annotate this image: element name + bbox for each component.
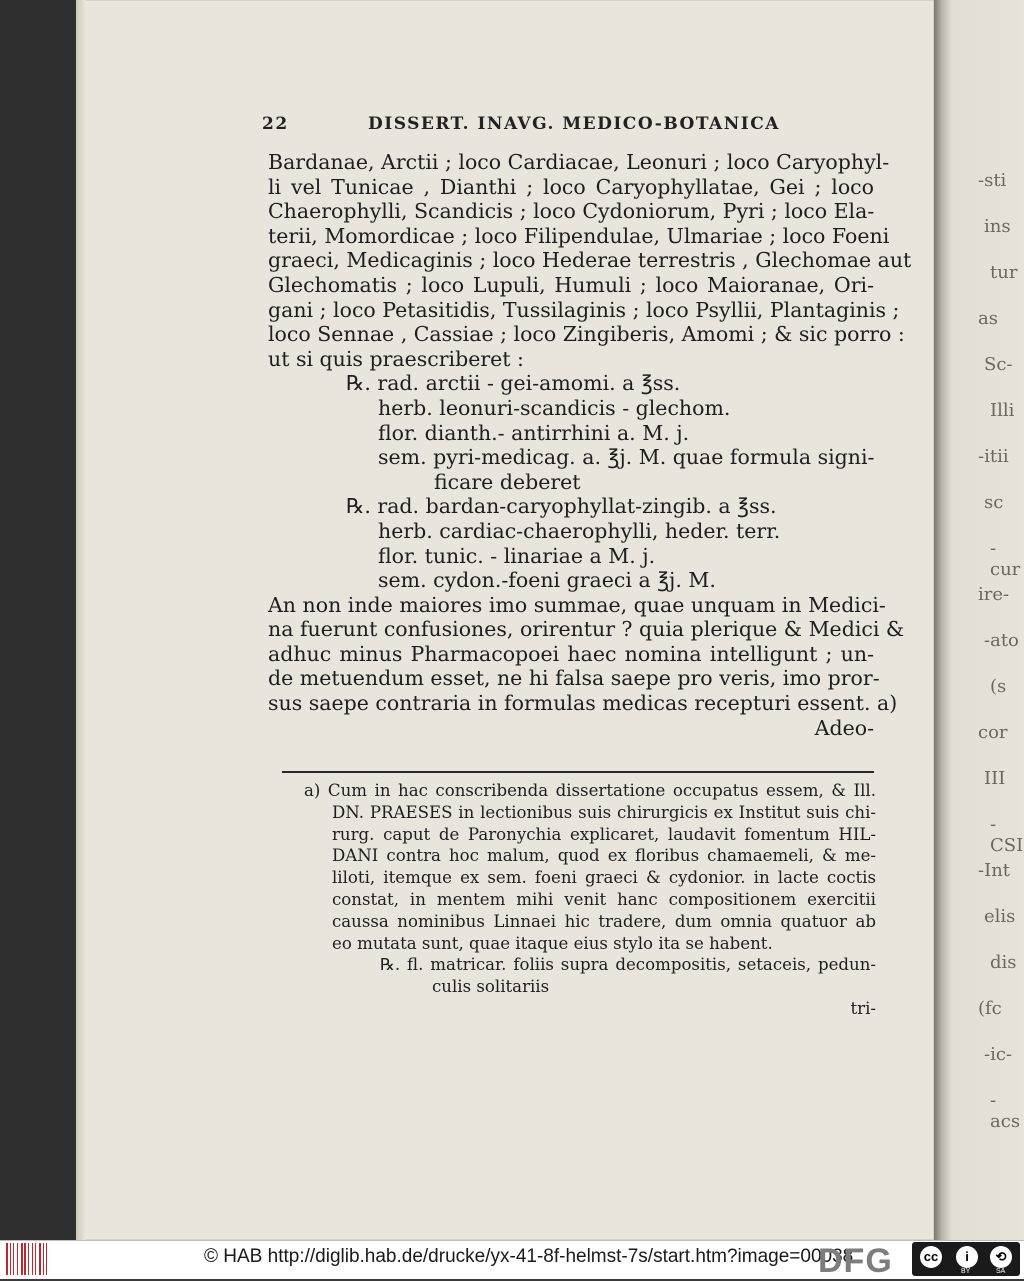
text-line: na fuerunt confusiones, orirentur ? quia plerique & Medici &	[268, 617, 905, 642]
text-line: Chaerophylli, Scandicis ; loco Cydoniorum, Pyri ; loco Ela-	[268, 199, 875, 224]
text-line: Glechomatis ; loco Lupuli, Humuli ; loco Maioranae, Ori-	[268, 272, 874, 297]
text-line: adhuc minus Pharmacopoei haec nomina intelligunt ; un-	[268, 641, 874, 666]
next-page-fragment: ire-	[978, 584, 1010, 605]
footnote-line: DANI contra hoc malum, quod ex floribus chamaemeli, & me-	[332, 846, 876, 866]
next-page-fragment: cor	[978, 722, 1008, 743]
recipe-line: flor. tunic. - linariae a M. j.	[378, 543, 656, 568]
next-page-fragment: tur	[990, 262, 1018, 283]
next-page-fragment: III	[984, 768, 1006, 789]
footnote-line: DN. PRAESES in lectionibus suis chirurgicis ex Institut suis chi-	[332, 802, 876, 822]
next-page-fragment: -CSI	[990, 814, 1024, 856]
footnote-recipe-line: ℞. fl. matricar. foliis supra decompositis, setaceis, pedun-	[380, 955, 876, 975]
text-line: li vel Tunicae , Dianthi ; loco Caryophyllatae, Gei ; loco	[268, 174, 874, 199]
running-head	[262, 114, 792, 142]
footnote-catchword: tri-	[850, 998, 876, 1018]
recipe-line: flor. dianth.- antirrhini a. M. j.	[378, 420, 690, 445]
footnote-line: liloti, itemque ex sem. foeni graeci & cydonior. in lacte coctis	[332, 868, 876, 888]
text-line: graeci, Medicaginis ; loco Hederae terrestris , Glechomae aut	[268, 248, 912, 273]
footnote-line: a) Cum in hac conscribenda dissertatione occupatus essem, & Ill.	[304, 781, 876, 800]
text-line: Bardanae, Arctii ; loco Cardiacae, Leonuri ; loco Caryophyl-	[268, 150, 890, 174]
text-line: gani ; loco Petasitidis, Tussilaginis ; loco Psyllii, Plantaginis ;	[268, 297, 900, 322]
scan-background-left	[0, 0, 78, 1240]
next-page-fragment: -itii	[978, 446, 1009, 467]
dfg-logo[interactable]: DFG	[818, 1242, 893, 1280]
page-number: 22	[262, 114, 289, 134]
footnote-line: eo mutata sunt, quae itaque eius stylo ita se habent.	[332, 933, 773, 953]
text-line: sus saepe contraria in formulas medicas recepturi essent. a)	[268, 691, 898, 716]
next-page-fragment: (fc	[978, 998, 1002, 1019]
footnote-line: constat, in mentem mihi venit hanc compositionem exercitii	[332, 889, 876, 909]
license-by-text: BY	[961, 1268, 971, 1275]
sa-share-icon: ⟲	[990, 1246, 1012, 1268]
cc-by-sa-icon[interactable]	[912, 1242, 1020, 1276]
recipe-line: ficare deberet	[434, 469, 581, 494]
next-page-fragment: ins	[984, 216, 1011, 237]
by-person-icon: i	[956, 1246, 978, 1268]
page-gutter-shadow	[76, 0, 86, 1240]
next-page-fragment: -ic-	[984, 1044, 1013, 1065]
next-page-fragment: dis	[990, 952, 1017, 973]
recipe-line: herb. leonuri-scandicis - glechom.	[378, 395, 731, 420]
footnote-recipe-line: culis solitariis	[432, 977, 550, 997]
recipe-line: herb. cardiac-chaerophylli, heder. terr.	[378, 518, 781, 543]
recipe-line: ℞. rad. bardan-caryophyllat-zingib. a ℥ss.	[346, 494, 777, 519]
recipe-line: sem. pyri-medicag. a. ℥j. M. quae formula signi-	[378, 445, 875, 470]
next-page-fragment: -Int	[978, 860, 1011, 881]
next-page-fragment: sc	[984, 492, 1004, 513]
next-page-fragment: Sc-	[984, 354, 1013, 375]
running-title: DISSERT. INAVG. MEDICO-BOTANICA	[368, 114, 780, 134]
license-sa-text: SA	[996, 1268, 1006, 1275]
next-page-fragment: -cur	[990, 538, 1021, 580]
next-page-fragment: elis	[984, 906, 1016, 927]
text-line: de metuendum esset, ne hi falsa saepe pro veris, imo pror-	[268, 666, 880, 691]
text-line: loco Sennae , Cassiae ; loco Zingiberis, Amomi ; & sic porro :	[268, 322, 905, 347]
text-line: terii, Momordicae ; loco Filipendulae, Ulmariae ; loco Foeni	[268, 223, 890, 248]
next-page-edge	[934, 0, 1024, 1240]
main-text	[268, 150, 912, 740]
text-line: An non inde maiores imo summae, quae unquam in Medici-	[268, 592, 886, 617]
footnote	[304, 780, 876, 1020]
next-page-fragment: as	[978, 308, 998, 329]
footnote-line: caussa nominibus Linnaei hic tradere, dum omnia quatuor ab	[332, 911, 876, 931]
next-page-fragment: -acs	[990, 1090, 1021, 1132]
next-page-fragment: -sti	[978, 170, 1007, 191]
footnote-line: rurg. caput de Paronychia explicaret, laudavit fomentum HIL-	[332, 824, 876, 844]
copyright-link[interactable]: © HAB http://diglib.hab.de/drucke/yx-41-8f-helmst-7s/start.htm?image=00038	[204, 1246, 854, 1267]
recipe-line: sem. cydon.-foeni graeci a ℥j. M.	[378, 568, 716, 593]
catchword: Adeo-	[814, 715, 874, 740]
cc-icon: cc	[920, 1246, 942, 1268]
next-page-fragment: Illi	[990, 400, 1015, 421]
next-page-fragment: -ato	[984, 630, 1019, 651]
next-page-fragment: (s	[990, 676, 1007, 697]
recipe-line: ℞. rad. arctii - gei-amomi. a ℥ss.	[346, 371, 681, 396]
barcode-icon	[6, 1243, 48, 1275]
text-line: ut si quis praescriberet :	[268, 346, 524, 371]
footnote-rule	[282, 771, 874, 773]
